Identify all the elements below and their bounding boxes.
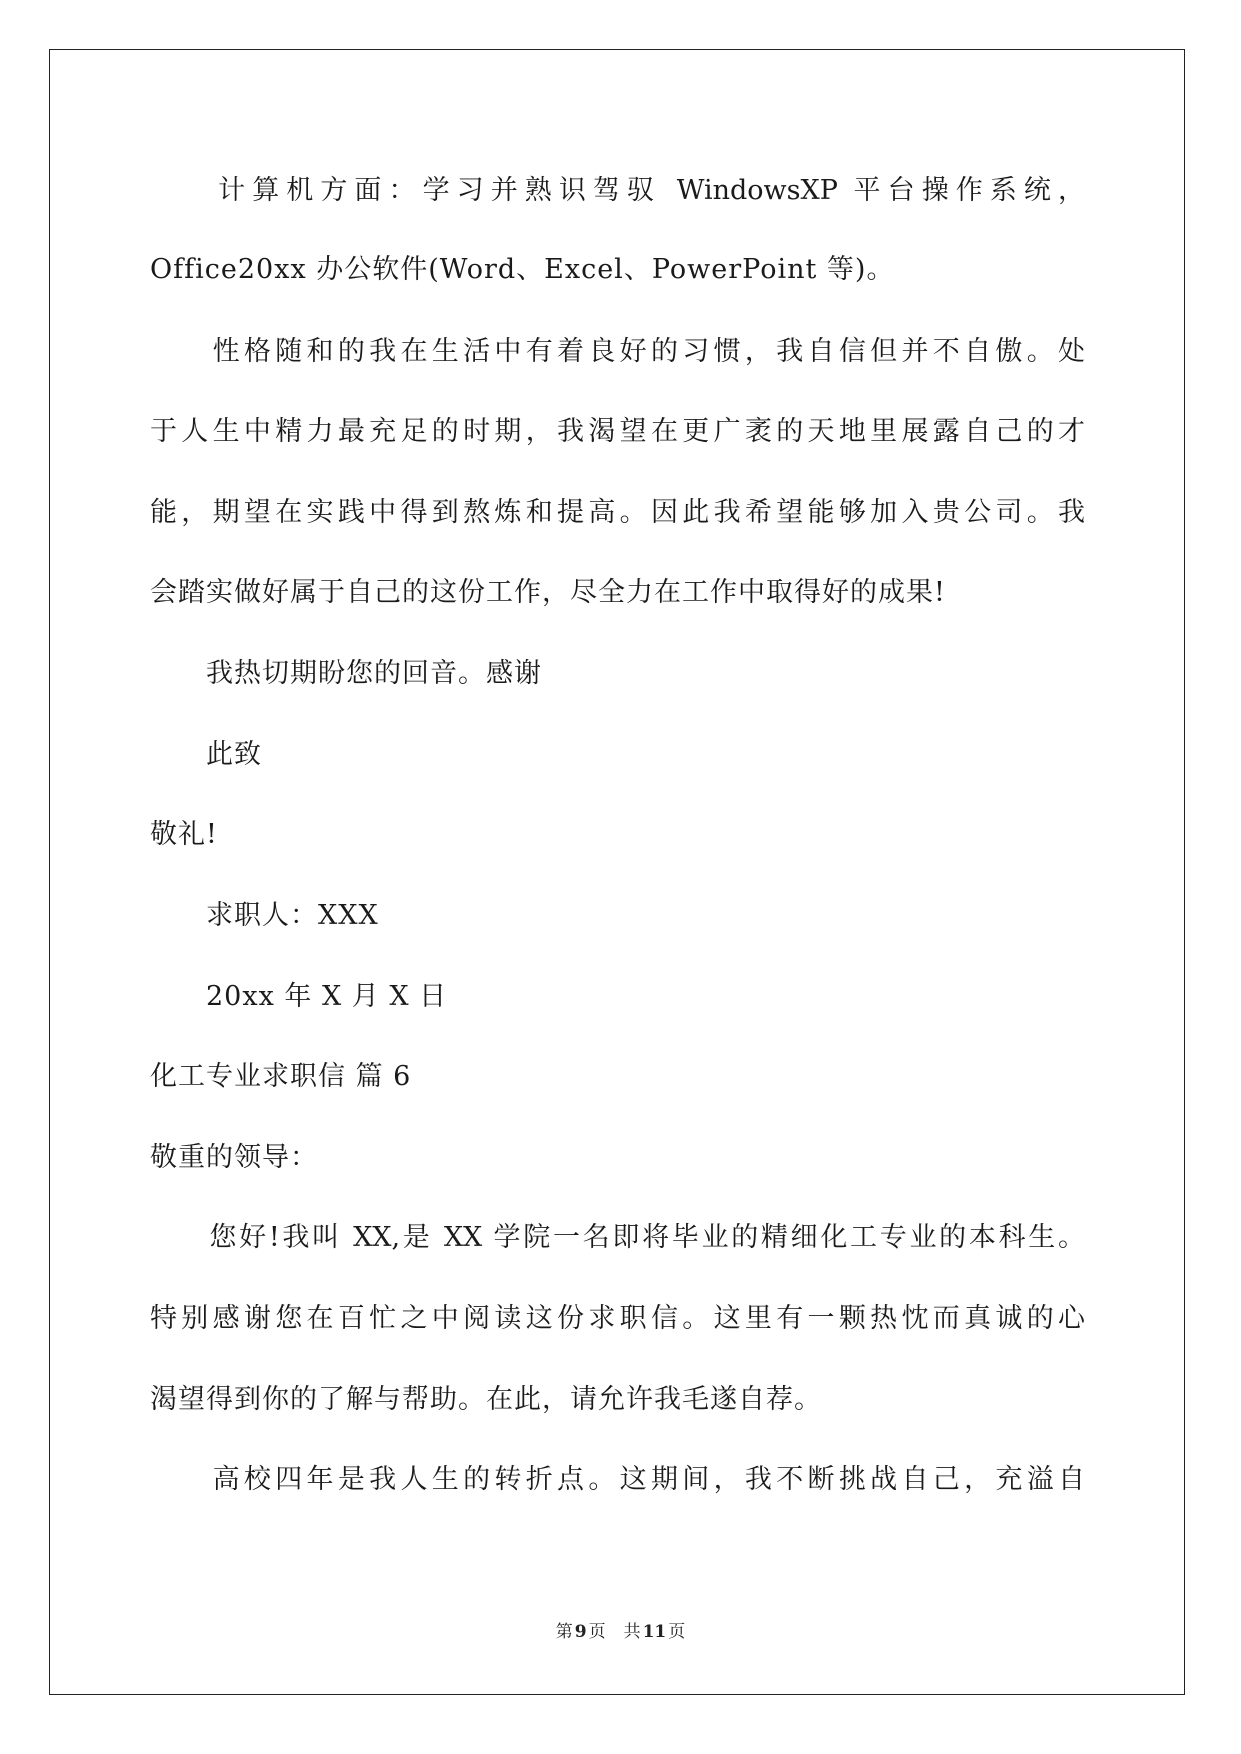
page-border <box>49 49 1185 1695</box>
paragraph-line: Office20xx 办公软件(Word、Excel、PowerPoint 等)。 <box>150 254 895 285</box>
footer-total-prefix: 共 <box>623 1622 641 1642</box>
salutation: 敬重的领导： <box>150 1142 318 1173</box>
paragraph-line: 特别感谢您在百忙之中阅读这份求职信。这里有一颗热忱而真诚的心 <box>150 1303 1085 1334</box>
footer-page-prefix: 第 <box>555 1622 573 1642</box>
footer-page-total: 11 <box>642 1622 667 1642</box>
footer-page-current: 9 <box>574 1622 587 1642</box>
paragraph-line: 高校四年是我人生的转折点。这期间，我不断挑战自己，充溢自 <box>150 1464 1085 1495</box>
paragraph-line: 会踏实做好属于自己的这份工作，尽全力在工作中取得好的成果! <box>150 577 946 608</box>
paragraph-line: 能，期望在实践中得到熬炼和提高。因此我希望能够加入贵公司。我 <box>150 497 1085 528</box>
paragraph-line: 渴望得到你的了解与帮助。在此，请允许我毛遂自荐。 <box>150 1384 822 1415</box>
section-heading: 化工专业求职信 篇 6 <box>150 1061 412 1092</box>
footer-total-suffix: 页 <box>668 1622 686 1642</box>
paragraph-line: 您好!我叫 XX,是 XX 学院一名即将毕业的精细化工专业的本科生。 <box>150 1222 1085 1253</box>
paragraph-line: 此致 <box>150 739 262 770</box>
footer-page-mid: 页 <box>588 1622 606 1642</box>
paragraph-line: 计算机方面：学习并熟识驾驭 WindowsXP 平台操作系统， <box>150 175 1085 206</box>
paragraph-line: 20xx 年 X 月 X 日 <box>150 981 448 1012</box>
paragraph-line: 求职人：XXX <box>150 900 379 931</box>
paragraph-line: 敬礼! <box>150 819 218 850</box>
page-footer <box>0 1620 1241 1644</box>
paragraph-line: 于人生中精力最充足的时期，我渴望在更广袤的天地里展露自己的才 <box>150 416 1085 447</box>
paragraph-line: 我热切期盼您的回音。感谢 <box>150 658 542 689</box>
paragraph-line: 性格随和的我在生活中有着良好的习惯，我自信但并不自傲。处 <box>150 336 1085 367</box>
